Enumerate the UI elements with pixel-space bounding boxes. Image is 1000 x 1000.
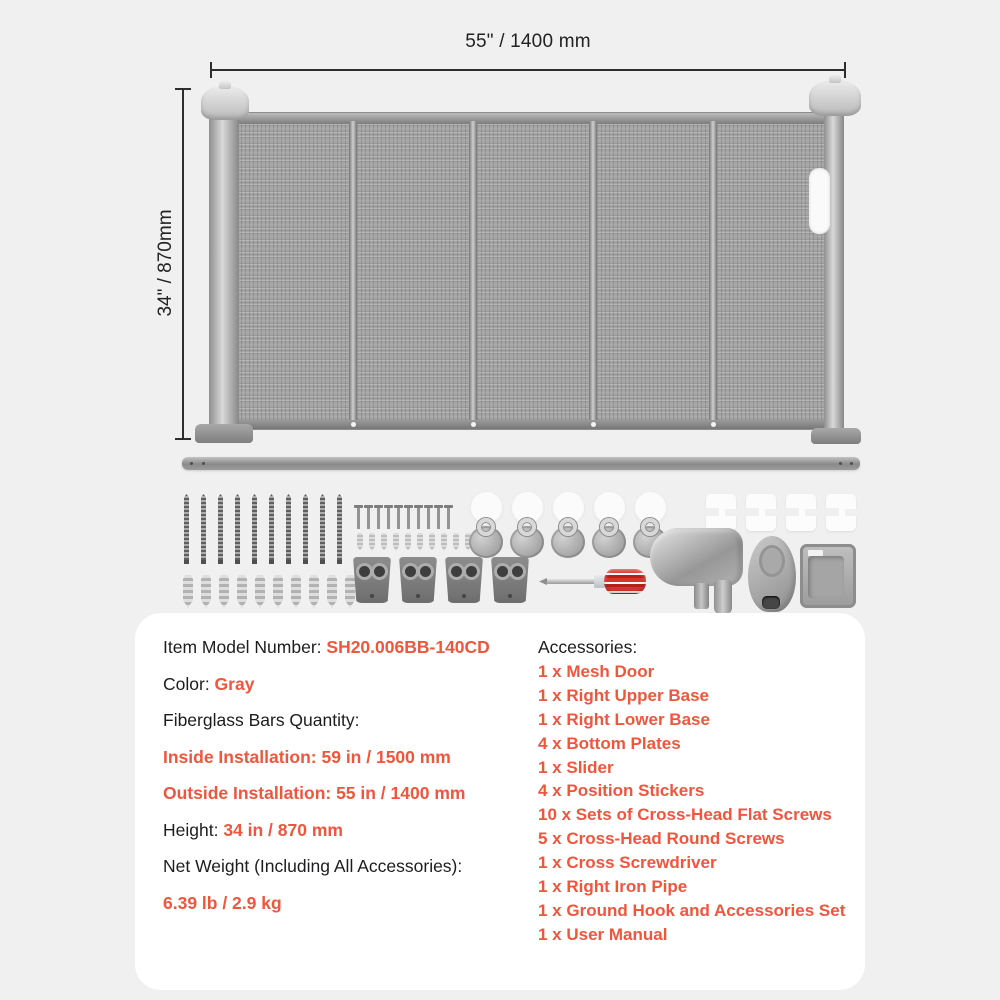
wall-anchors-graphic: [183, 575, 355, 609]
upper-base-foot: [714, 580, 732, 614]
accessory-item: 4 x Position Stickers: [538, 781, 705, 801]
cross-screwdriver-graphic: [542, 563, 648, 601]
spec-model-number: Item Model Number: SH20.006BB-140CD: [163, 637, 490, 657]
bottom-rail-rivet: [351, 422, 356, 427]
accessories-title: Accessories:: [538, 637, 638, 657]
bottom-rail-rivet: [711, 422, 716, 427]
spec-outside-installation: Outside Installation: 55 in / 1400 mm: [163, 783, 466, 803]
small-anchors-graphic: [357, 533, 471, 551]
accessory-item: 1 x Ground Hook and Accessories Set: [538, 900, 846, 920]
right-iron-pipe-graphic: [182, 457, 860, 470]
width-dimension-label: 55" / 1400 mm: [465, 31, 591, 52]
mesh-door-graphic: [236, 112, 838, 430]
accessory-item: 4 x Bottom Plates: [538, 733, 681, 753]
gate-right-foot: [811, 428, 861, 444]
right-lower-base-graphic: [748, 536, 796, 612]
spec-net-weight-label: Net Weight (Including All Accessories):: [163, 856, 463, 876]
screwdriver-shaft: [544, 579, 596, 584]
round-screws-graphic: [357, 505, 450, 529]
gate-right-post: [824, 100, 844, 440]
accessory-item: 1 x Slider: [538, 757, 614, 777]
height-dimension-label: 34" / 870mm: [155, 209, 176, 317]
ground-hook-set-graphic: [800, 544, 856, 608]
gate-left-foot: [195, 424, 253, 443]
screwdriver-handle: [604, 569, 646, 594]
gate-top-rail: [237, 113, 837, 124]
slider-clips-graphic: [706, 494, 856, 532]
bottom-plates-graphic: [353, 557, 529, 605]
bottom-rail-rivet: [471, 422, 476, 427]
accessory-item: 1 x Cross Screwdriver: [538, 853, 717, 873]
gate-left-post: [209, 106, 239, 434]
accessory-item: 1 x Right Lower Base: [538, 709, 710, 729]
fiberglass-bar: [589, 121, 597, 423]
accessory-item: 5 x Cross-Head Round Screws: [538, 829, 785, 849]
spec-bars-quantity: Fiberglass Bars Quantity:: [163, 710, 360, 730]
ground-hooks-graphic: [468, 518, 668, 560]
accessory-item: 1 x User Manual: [538, 924, 668, 944]
upper-base-body: [650, 528, 743, 586]
spec-net-weight-value: 6.39 lb / 2.9 kg: [163, 892, 282, 913]
accessories-column: [538, 636, 858, 947]
accessory-item: 1 x Mesh Door: [538, 661, 655, 681]
accessory-item: 1 x Right Upper Base: [538, 685, 709, 705]
flat-screws-graphic: [184, 494, 342, 568]
gate-handle-slot: [809, 168, 830, 234]
bottom-rail-rivet: [591, 422, 596, 427]
spec-inside-installation: Inside Installation: 59 in / 1500 mm: [163, 746, 451, 767]
width-dimension-line: [210, 69, 846, 71]
accessory-item: 10 x Sets of Cross-Head Flat Screws: [538, 805, 832, 825]
gate-left-cap: [201, 86, 249, 120]
spec-column: [163, 637, 533, 929]
spec-height: Height: 34 in / 870 mm: [163, 819, 343, 840]
right-upper-base-graphic: [650, 528, 743, 616]
spec-color: Color: Gray: [163, 673, 255, 694]
fiberglass-bar: [709, 121, 717, 423]
upper-base-foot: [694, 583, 709, 609]
fiberglass-bar: [349, 121, 357, 423]
spec-panel: [135, 613, 865, 990]
height-dimension-line: [182, 88, 184, 440]
fiberglass-bar: [469, 121, 477, 423]
accessory-item: 1 x Right Iron Pipe: [538, 877, 688, 897]
gate-right-cap: [809, 80, 861, 116]
gate-bottom-rail: [237, 420, 837, 429]
